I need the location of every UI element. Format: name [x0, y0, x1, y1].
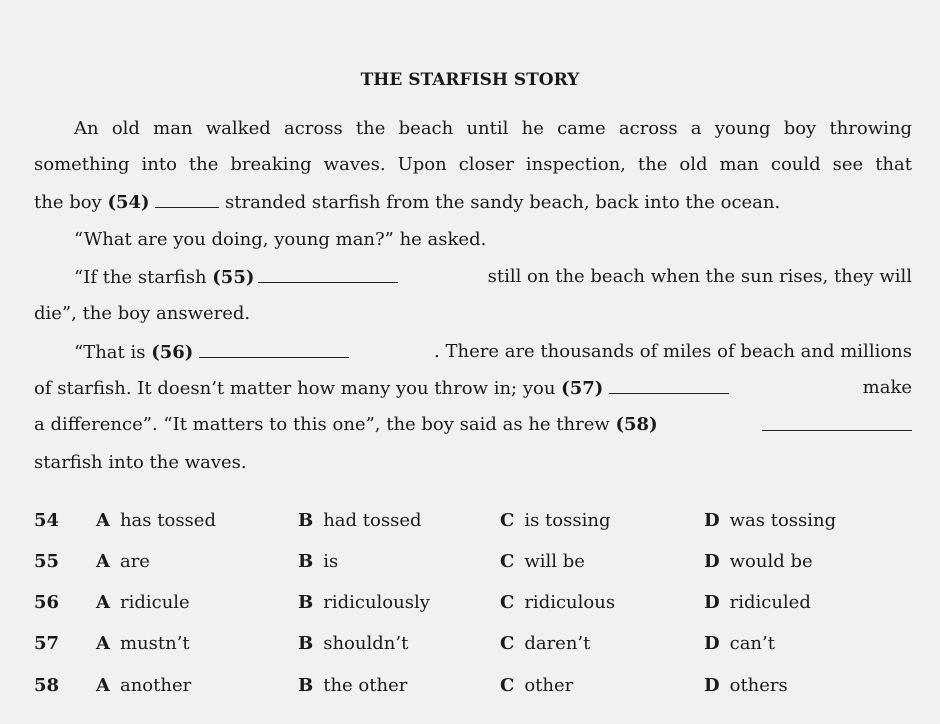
question-number-54: (54)	[107, 192, 150, 213]
text-fragment: a difference”. “It matters to this one”, the boy said as he threw	[34, 414, 610, 435]
text-fragment: make	[862, 377, 912, 398]
option-letter: A	[96, 551, 110, 572]
options-row-56	[34, 592, 914, 616]
option-number: 58	[34, 675, 60, 696]
option-a[interactable]	[96, 551, 150, 572]
blank-57[interactable]	[609, 377, 729, 394]
option-text: ridiculously	[323, 592, 430, 613]
option-d[interactable]	[704, 675, 788, 696]
option-letter: C	[500, 633, 515, 654]
option-b[interactable]	[298, 633, 408, 654]
text-fragment: the boy	[34, 192, 102, 213]
option-b[interactable]	[298, 551, 338, 572]
option-text: has tossed	[119, 510, 216, 531]
passage-line-8	[34, 377, 912, 400]
option-d[interactable]	[704, 510, 836, 531]
option-a[interactable]	[96, 592, 190, 613]
options-row-58	[34, 675, 914, 699]
text-fragment: still on the beach when the sun rises, they will	[487, 266, 912, 287]
passage-line-3	[34, 191, 912, 214]
option-text: another	[119, 675, 192, 696]
option-letter: D	[704, 633, 720, 654]
option-a[interactable]	[96, 510, 216, 531]
option-a[interactable]	[96, 633, 190, 654]
option-text: can’t	[729, 633, 775, 654]
option-text: are	[119, 551, 150, 572]
question-number-56: (56)	[151, 342, 194, 363]
option-letter: D	[704, 510, 720, 531]
option-d[interactable]	[704, 592, 811, 613]
text-fragment: . There are thousands of miles of beach and millions	[434, 341, 912, 362]
options-row-54	[34, 510, 914, 534]
option-number: 57	[34, 633, 60, 654]
option-text: ridicule	[119, 592, 190, 613]
option-b[interactable]	[298, 675, 407, 696]
line-left	[34, 377, 729, 400]
option-letter: B	[298, 592, 314, 613]
passage-line-7	[74, 341, 912, 364]
option-letter: B	[298, 633, 314, 654]
option-b[interactable]	[298, 592, 430, 613]
option-letter: A	[96, 633, 110, 654]
option-c[interactable]	[500, 633, 590, 654]
passage-line-1: An old man walked across the beach until he came across a young boy throwing	[74, 118, 912, 139]
option-letter: C	[500, 675, 515, 696]
blank-56[interactable]	[199, 341, 349, 358]
option-text: mustn’t	[119, 633, 190, 654]
passage-line-2: something into the breaking waves. Upon closer inspection, the old man could see that	[34, 154, 912, 175]
line-left	[74, 341, 349, 364]
options-row-57	[34, 633, 914, 657]
option-text: is	[323, 551, 339, 572]
option-text: ridiculed	[729, 592, 811, 613]
option-text: is tossing	[524, 510, 611, 531]
option-text: would be	[729, 551, 813, 572]
passage-line-10: starfish into the waves.	[34, 452, 247, 473]
passage-line-5	[74, 266, 912, 289]
page-title: THE STARFISH STORY	[360, 70, 580, 90]
option-d[interactable]	[704, 633, 775, 654]
option-letter: C	[500, 551, 515, 572]
option-text: will be	[524, 551, 585, 572]
option-number: 55	[34, 551, 60, 572]
line-left	[34, 414, 658, 436]
option-letter: C	[500, 510, 515, 531]
option-letter: A	[96, 510, 110, 531]
passage-line-6: die”, the boy answered.	[34, 303, 251, 324]
option-text: had tossed	[323, 510, 422, 531]
option-text: the other	[323, 675, 408, 696]
option-a[interactable]	[96, 675, 191, 696]
blank-55[interactable]	[258, 266, 398, 283]
option-letter: A	[96, 675, 110, 696]
option-c[interactable]	[500, 675, 573, 696]
option-d[interactable]	[704, 551, 813, 572]
option-c[interactable]	[500, 551, 585, 572]
option-c[interactable]	[500, 592, 615, 613]
question-number-55: (55)	[212, 267, 255, 288]
question-number-57: (57)	[561, 378, 604, 399]
text-fragment: “That is	[74, 342, 146, 363]
option-text: others	[729, 675, 788, 696]
question-number-58: (58)	[615, 414, 658, 435]
option-letter: D	[704, 592, 720, 613]
option-text: other	[524, 675, 574, 696]
option-c[interactable]	[500, 510, 610, 531]
passage-line-9	[34, 414, 912, 436]
text-fragment: of starfish. It doesn’t matter how many you throw in; you	[34, 378, 556, 399]
option-letter: B	[298, 510, 314, 531]
text-fragment: stranded starfish from the sandy beach, back into the ocean.	[225, 192, 781, 213]
option-number: 56	[34, 592, 60, 613]
option-letter: B	[298, 675, 314, 696]
option-text: was tossing	[729, 510, 837, 531]
option-letter: B	[298, 551, 314, 572]
line-left	[74, 266, 398, 289]
option-letter: D	[704, 675, 720, 696]
passage-line-4: “What are you doing, young man?” he asked.	[74, 229, 487, 250]
blank-58[interactable]	[762, 414, 912, 431]
option-text: daren’t	[524, 633, 591, 654]
text-fragment: “If the starfish	[74, 267, 207, 288]
option-letter: D	[704, 551, 720, 572]
option-text: shouldn’t	[323, 633, 409, 654]
options-row-55	[34, 551, 914, 575]
option-text: ridiculous	[524, 592, 616, 613]
option-b[interactable]	[298, 510, 422, 531]
option-letter: A	[96, 592, 110, 613]
blank-54[interactable]	[155, 191, 219, 208]
option-letter: C	[500, 592, 515, 613]
option-number: 54	[34, 510, 60, 531]
